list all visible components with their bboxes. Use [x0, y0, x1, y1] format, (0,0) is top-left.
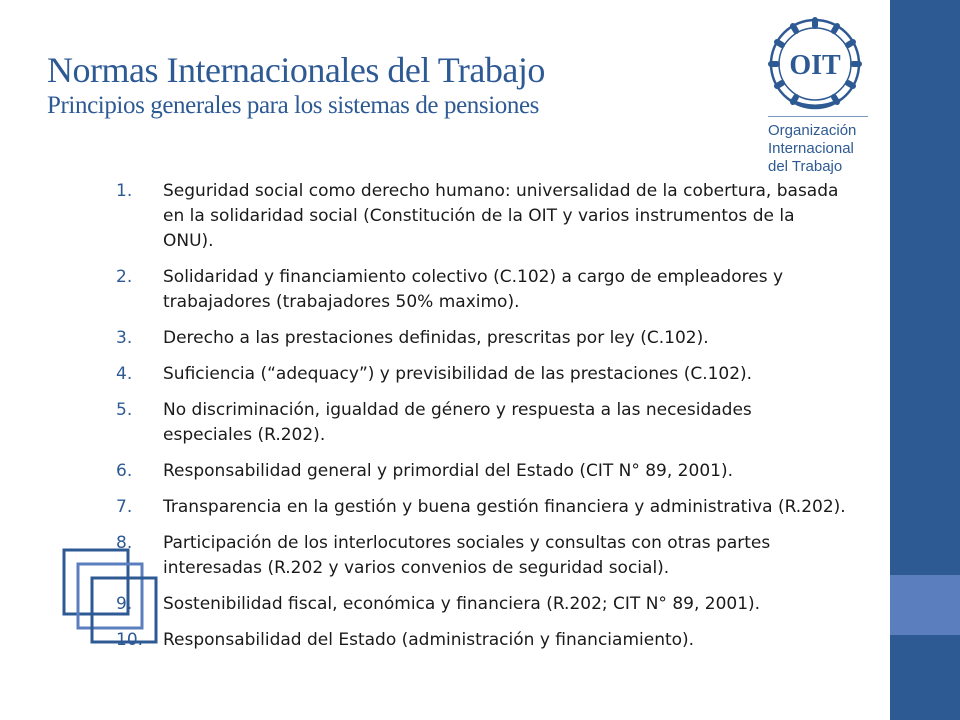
list-text: Derecho a las prestaciones definidas, prescritas por ley (C.102). — [163, 328, 709, 348]
list-item — [116, 398, 846, 448]
slide-title-block — [47, 50, 747, 122]
list-text: Responsabilidad general y primordial del Estado (CIT N° 89, 2001). — [163, 461, 733, 481]
list-number: 5. — [116, 400, 133, 420]
principles-list — [116, 179, 846, 664]
list-item — [116, 362, 846, 387]
list-number: 2. — [116, 267, 133, 287]
list-text: Suficiencia (“adequacy”) y previsibilidad de las prestaciones (C.102). — [163, 364, 753, 384]
list-text: Seguridad social como derecho humano: universalidad de la cobertura, basada en la solidaridad social (Constitución de la OIT y varios instrumentos de la ONU). — [163, 181, 839, 251]
list-number: 3. — [116, 328, 133, 348]
logo-line-2: Internacional — [768, 140, 854, 157]
list-number: 9. — [116, 594, 133, 614]
list-number: 7. — [116, 497, 133, 517]
slide-title: Normas Internacionales del Trabajo — [47, 50, 545, 90]
list-text: Participación de los interlocutores sociales y consultas con otras partes interesadas (R.202 y varios convenios de seguridad social). — [163, 533, 771, 578]
list-text: No discriminación, igualdad de género y respuesta a las necesidades especiales (R.202). — [163, 400, 752, 445]
list-number: 8. — [116, 533, 133, 553]
logo-line-3: del Trabajo — [768, 158, 843, 175]
list-number: 10. — [116, 630, 144, 650]
list-text: Solidaridad y financiamiento colectivo (C.102) a cargo de empleadores y trabajadores (trabajadores 50% maximo). — [163, 267, 784, 312]
list-item — [116, 179, 846, 254]
list-item — [116, 495, 846, 520]
list-text: Responsabilidad del Estado (administración y financiamiento). — [163, 630, 695, 650]
logo-org-name — [768, 122, 856, 176]
right-side-bar-accent — [890, 575, 960, 635]
list-text: Sostenibilidad fiscal, económica y financiera (R.202; CIT N° 89, 2001). — [163, 594, 761, 614]
list-item — [116, 326, 846, 351]
list-item — [116, 592, 846, 617]
list-number: 4. — [116, 364, 133, 384]
list-item — [116, 531, 846, 581]
logo-line-1: Organización — [768, 122, 857, 139]
list-text: Transparencia en la gestión y buena gestión financiera y administrativa (R.202). — [163, 497, 846, 517]
slide-subtitle: Principios generales para los sistemas de pensiones — [47, 92, 539, 119]
list-number: 1. — [116, 181, 133, 201]
logo-divider — [768, 116, 868, 117]
list-item — [116, 459, 846, 484]
list-item — [116, 265, 846, 315]
list-number: 6. — [116, 461, 133, 481]
logo-acronym: OIT — [789, 50, 841, 81]
list-item — [116, 628, 846, 653]
